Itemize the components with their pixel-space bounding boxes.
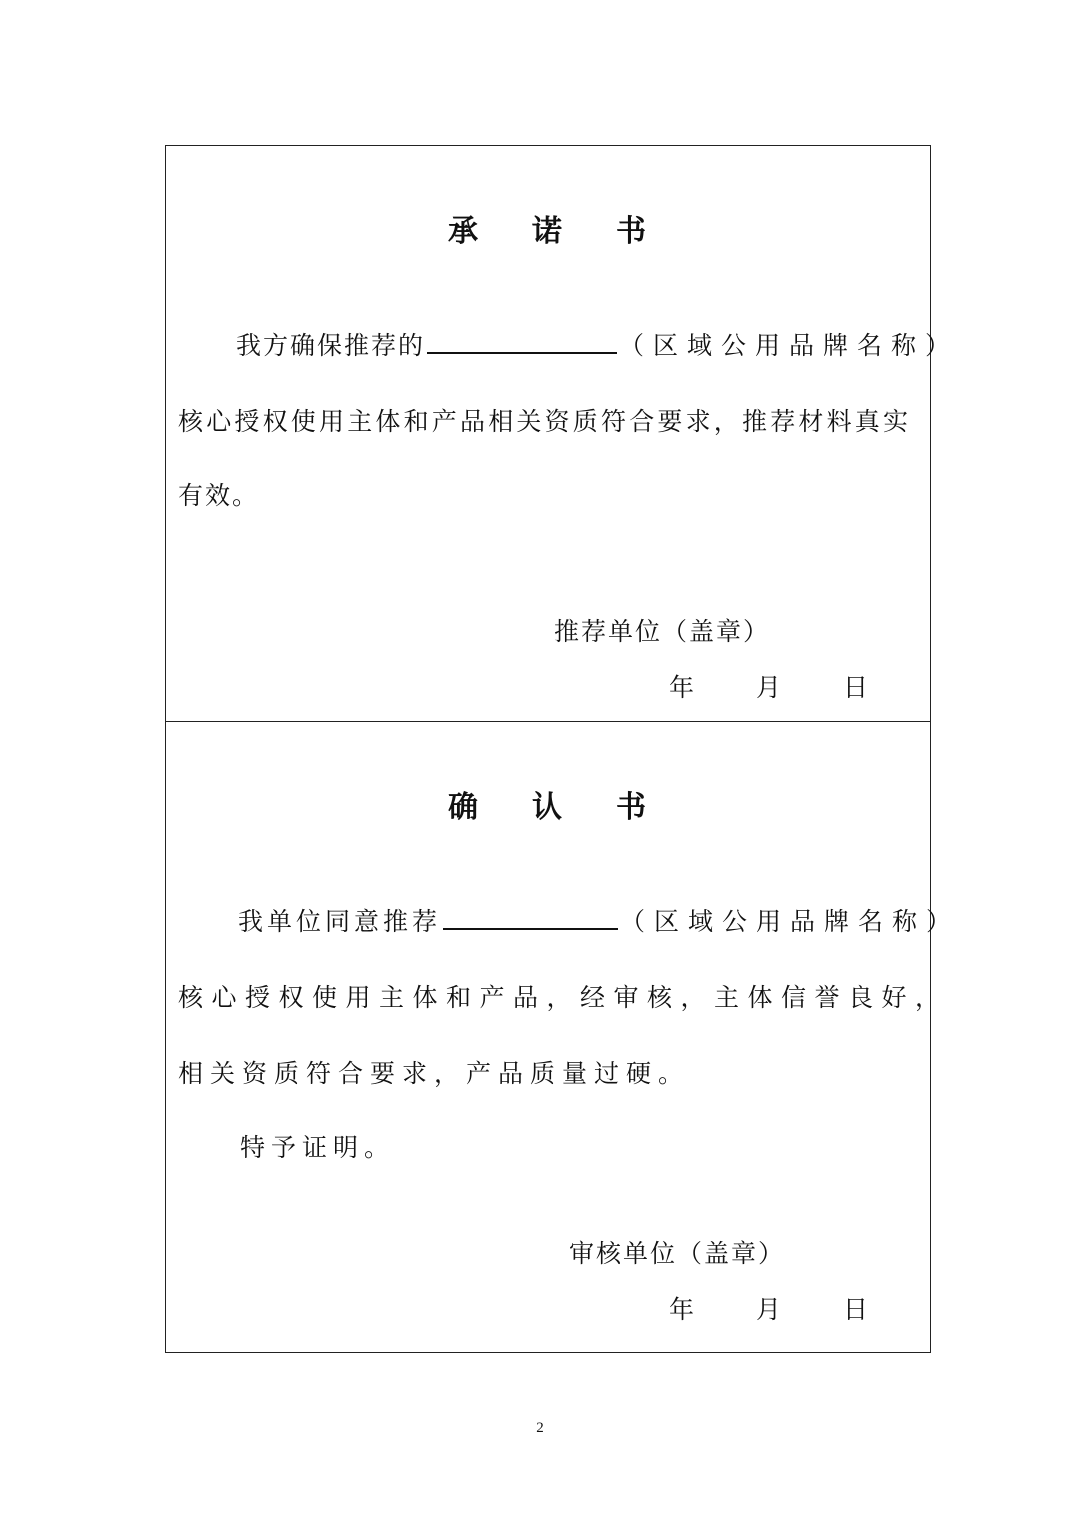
- brand-name-blank-2: [443, 904, 618, 930]
- commitment-line-2: 核心授权使用主体和产品相关资质符合要求，推荐材料真实: [178, 407, 912, 436]
- confirmation-title-char-3: 书: [616, 790, 648, 825]
- commitment-line-3: 有效。: [178, 481, 260, 510]
- commitment-title-char-3: 书: [616, 214, 648, 249]
- confirmation-title-char-2: 认: [532, 790, 564, 825]
- confirmation-signature-label: 审核单位（盖章）: [569, 1239, 786, 1268]
- page-number: 2: [536, 1420, 544, 1436]
- confirmation-date-month: 月: [756, 1295, 784, 1324]
- commitment-title: [166, 206, 930, 250]
- confirmation-line-4: 特予证明。: [240, 1133, 396, 1162]
- commitment-title-char-2: 诺: [532, 214, 564, 249]
- confirmation-line-1-suffix: （区域公用品牌名称）: [620, 907, 961, 936]
- form-box: [165, 145, 961, 1353]
- commitment-line-1-suffix: （区域公用品牌名称）: [619, 331, 960, 360]
- confirmation-line-1: [238, 902, 960, 938]
- commitment-date-day: 日: [843, 673, 871, 702]
- commitment-line-1-prefix: 我方确保推荐的: [236, 331, 426, 360]
- confirmation-section: [166, 722, 961, 1352]
- confirmation-line-2: 核心授权使用主体和产品，经审核，主体信誉良好，: [178, 983, 949, 1012]
- commitment-line-1: [236, 326, 959, 362]
- commitment-date: [669, 668, 870, 704]
- commitment-title-char-1: 承: [448, 214, 480, 249]
- confirmation-line-3: 相关资质符合要求，产品质量过硬。: [178, 1059, 691, 1088]
- confirmation-title: [166, 782, 930, 826]
- confirmation-title-char-1: 确: [448, 790, 480, 825]
- confirmation-date: [669, 1290, 870, 1326]
- brand-name-blank: [427, 328, 617, 354]
- commitment-signature-label: 推荐单位（盖章）: [554, 617, 771, 646]
- confirmation-date-year: 年: [669, 1295, 697, 1324]
- confirmation-date-day: 日: [843, 1295, 871, 1324]
- commitment-date-month: 月: [756, 673, 784, 702]
- commitment-date-year: 年: [669, 673, 697, 702]
- confirmation-line-1-prefix: 我单位同意推荐: [238, 907, 442, 936]
- commitment-section: [166, 146, 960, 722]
